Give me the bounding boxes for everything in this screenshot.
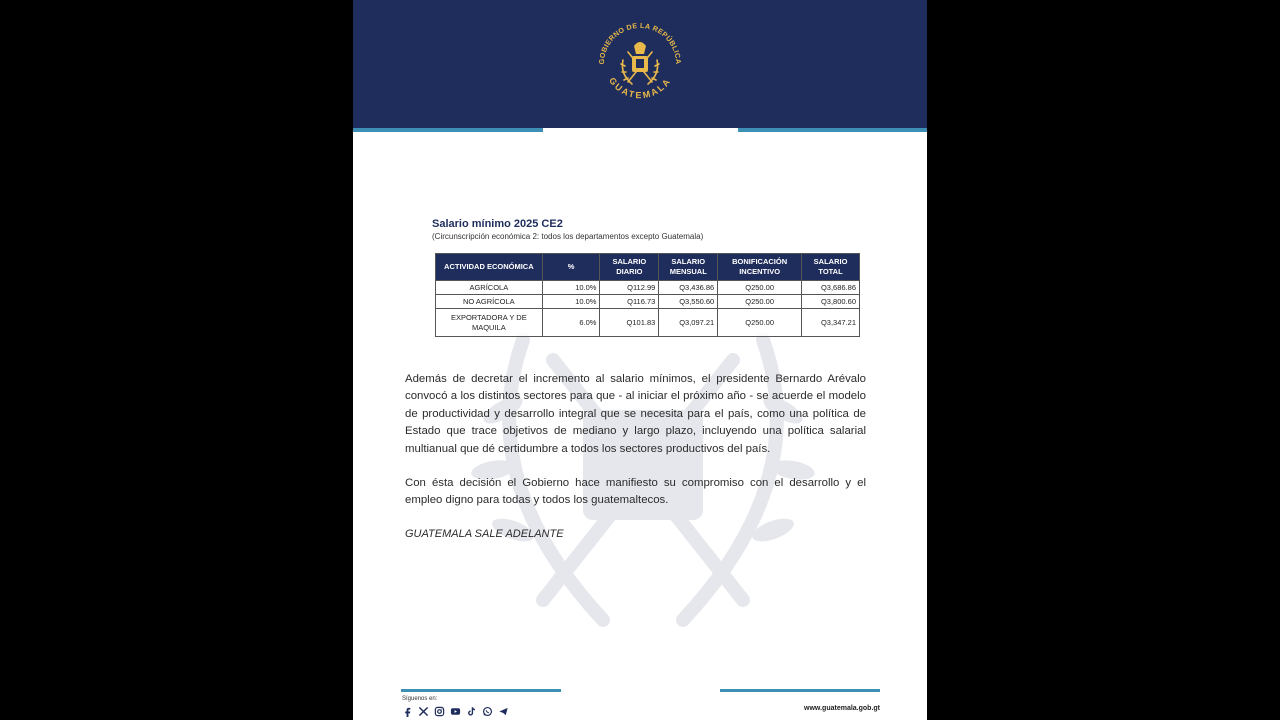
facebook-icon[interactable] <box>401 705 413 717</box>
cell-activity: EXPORTADORA Y DE MAQUILA <box>436 309 543 337</box>
instagram-icon[interactable] <box>433 705 445 717</box>
header-salario-total: SALARIO TOTAL <box>802 254 860 281</box>
header-bonificacion: BONIFICACIÓN INCENTIVO <box>718 254 802 281</box>
cell-activity: NO AGRÍCOLA <box>436 295 543 309</box>
table-title: Salario mínimo 2025 CE2 <box>432 218 563 230</box>
body-paragraph-2: Con ésta decisión el Gobierno hace manifiesto su compromiso con el desarrollo y el empleo digno para todas y todos los guatemaltecos. <box>405 477 866 507</box>
header-percent: % <box>542 254 600 281</box>
cell-percent: 6.0% <box>542 309 600 337</box>
footer-accent-right <box>720 689 880 692</box>
seal-text-bottom: GUATEMALA <box>607 75 673 101</box>
social-links <box>401 705 509 717</box>
cell-daily: Q101.83 <box>600 309 659 337</box>
tiktok-icon[interactable] <box>465 705 477 717</box>
table-row <box>436 295 860 309</box>
cell-bonus: Q250.00 <box>718 295 802 309</box>
follow-label: Síguenos en: <box>402 696 438 702</box>
cell-daily: Q112.99 <box>600 281 659 295</box>
header-actividad: ACTIVIDAD ECONÓMICA <box>436 254 543 281</box>
table-subtitle: (Circunscripción económica 2: todos los departamentos excepto Guatemala) <box>432 232 704 241</box>
whatsapp-icon[interactable] <box>481 705 493 717</box>
cell-bonus: Q250.00 <box>718 309 802 337</box>
table-header-row <box>436 254 860 281</box>
cell-daily: Q116.73 <box>600 295 659 309</box>
cell-activity: AGRÍCOLA <box>436 281 543 295</box>
minimum-wage-table <box>435 253 860 337</box>
cell-monthly: Q3,097.21 <box>659 309 718 337</box>
cell-total: Q3,347.21 <box>802 309 860 337</box>
seal-text-top: GOBIERNO DE LA REPÚBLICA <box>596 20 684 65</box>
cell-bonus: Q250.00 <box>718 281 802 295</box>
header-salario-mensual: SALARIO MENSUAL <box>659 254 718 281</box>
cell-total: Q3,800.60 <box>802 295 860 309</box>
telegram-icon[interactable] <box>497 705 509 717</box>
cell-percent: 10.0% <box>542 295 600 309</box>
x-icon[interactable] <box>417 705 429 717</box>
cell-percent: 10.0% <box>542 281 600 295</box>
cell-monthly: Q3,550.60 <box>659 295 718 309</box>
youtube-icon[interactable] <box>449 705 461 717</box>
table-row <box>436 281 860 295</box>
cell-total: Q3,686.86 <box>802 281 860 295</box>
cell-monthly: Q3,436.86 <box>659 281 718 295</box>
header-salario-diario: SALARIO DIARIO <box>600 254 659 281</box>
website-link[interactable]: www.guatemala.gob.gt <box>804 705 880 712</box>
document-page <box>353 0 927 720</box>
table-row <box>436 309 860 337</box>
footer-accent-left <box>401 689 561 692</box>
body-paragraph-1: Además de decretar el incremento al salario mínimos, el presidente Bernardo Arévalo convocó a los distintos sectores para que - al iniciar el próximo año - se acuerde el modelo de productividad y desarrollo integral que se necesita para el país, como una política de Estado que trace objetivos de mediano y largo plazo, incluyendo una política salarial multianual que dé certidumbre a todos los sectores productivos del país. <box>405 373 866 455</box>
motto: GUATEMALA SALE ADELANTE <box>405 528 564 540</box>
